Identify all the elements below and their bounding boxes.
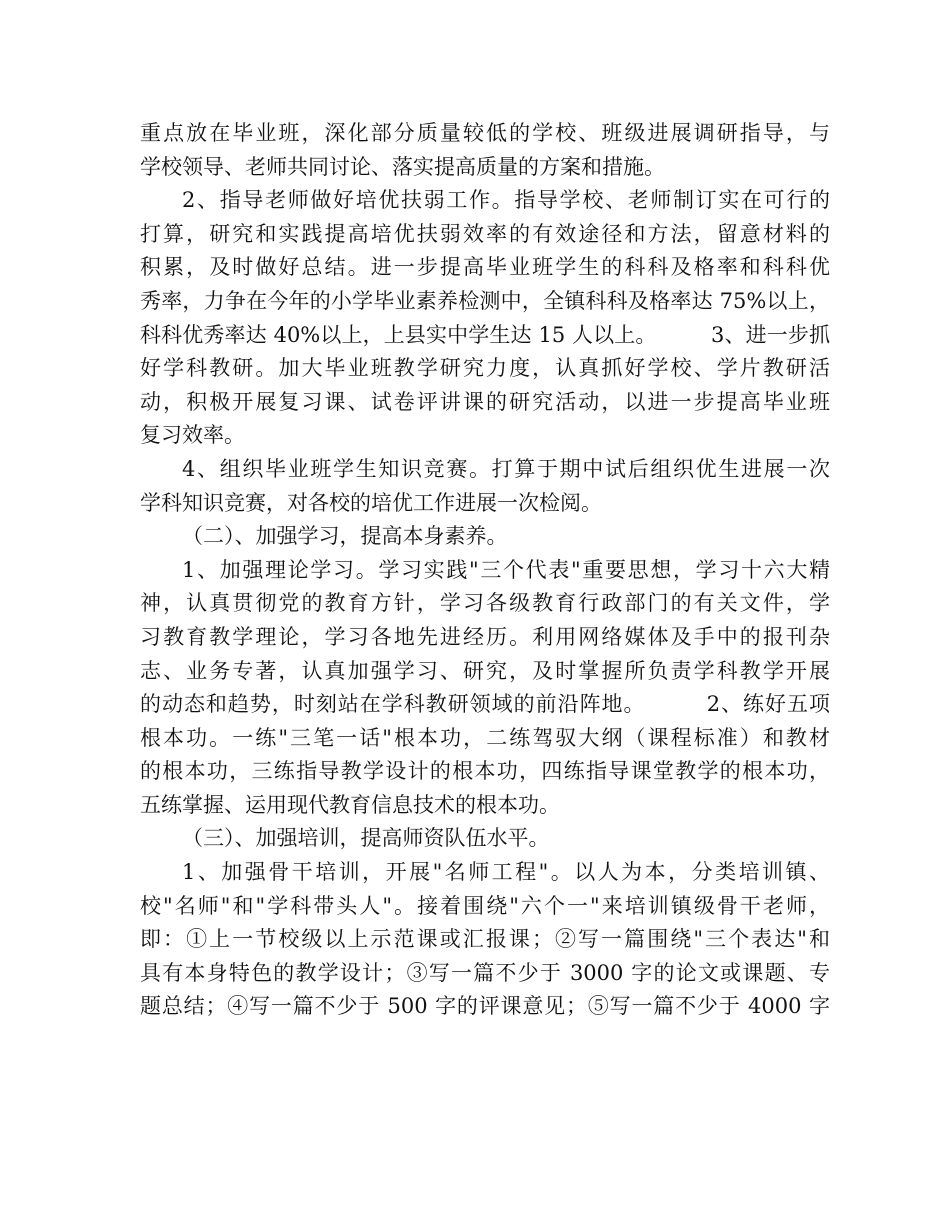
text-line: （三）、加强培训，提高师资队伍水平。 [182,826,550,851]
text-line: 动，积极开展复习课、试卷评讲课的研究活动，以进一步提高毕业班 [140,389,830,414]
text-line: 好学科教研。加大毕业班教学研究力度，认真抓好学校、学片教研活 [140,356,830,381]
text-line: 1、加强理论学习。学习实践"三个代表"重要思想，学习十六大精 [182,557,830,582]
text-line: 重点放在毕业班，深化部分质量较低的学校、班级进展调研指导，与 [140,121,830,145]
text-line: 的动态和趋势，时刻站在学科教研领域的前沿阵地。 2、练好五项 [140,692,830,717]
text-line: 打算，研究和实践提高培优扶弱效率的有效途径和方法，留意材料的 [140,221,830,246]
text-line: 积累，及时做好总结。进一步提高毕业班学生的科科及格率和科科优 [140,255,830,280]
text-line: 题总结；④写一篇不少于 500 字的评课意见；⑤写一篇不少于 4000 字 [140,994,830,1019]
text-line: 的根本功，三练指导教学设计的根本功，四练指导课堂教学的根本功， [140,759,830,784]
text-line: 复习效率。 [140,423,245,448]
text-line: 1、加强骨干培训，开展"名师工程"。以人为本，分类培训镇、 [182,860,830,885]
document-page [140,117,830,1024]
text-line: （二）、加强学习，提高本身素养。 [182,524,508,549]
text-line: 学校领导、老师共同讨论、落实提高质量的方案和措施。 [140,154,665,179]
text-line: 4、组织毕业班学生知识竞赛。打算于期中试后组织优生进展一次 [182,456,830,481]
text-line: 2、指导老师做好培优扶弱工作。指导学校、老师制订实在可行的 [182,188,830,213]
text-line: 秀率，力争在今年的小学毕业素养检测中，全镇科科及格率达 75%以上， [140,288,830,313]
text-line: 校"名师"和"学科带头人"。接着围绕"六个一"来培训镇级骨干老师， [140,893,830,918]
text-line: 志、业务专著，认真加强学习、研究，及时掌握所负责学科教学开展 [140,658,830,683]
text-line: 根本功。一练"三笔一话"根本功，二练驾驭大纲（课程标准）和教材 [140,725,830,750]
text-line: 五练掌握、运用现代教育信息技术的根本功。 [140,792,560,817]
text-line: 神，认真贯彻党的教育方针，学习各级教育行政部门的有关文件，学 [140,591,830,616]
text-line: 具有本身特色的教学设计；③写一篇不少于 3000 字的论文或课题、专 [140,960,830,985]
text-line: 即：①上一节校级以上示范课或汇报课；②写一篇围绕"三个表达"和 [140,927,830,952]
text-line: 学科知识竞赛，对各校的培优工作进展一次检阅。 [140,490,602,515]
text-line: 习教育教学理论，学习各地先进经历。利用网络媒体及手中的报刊杂 [140,624,830,649]
text-line: 科科优秀率达 40%以上，上县实中学生达 15 人以上。 3、进一步抓 [140,322,830,347]
